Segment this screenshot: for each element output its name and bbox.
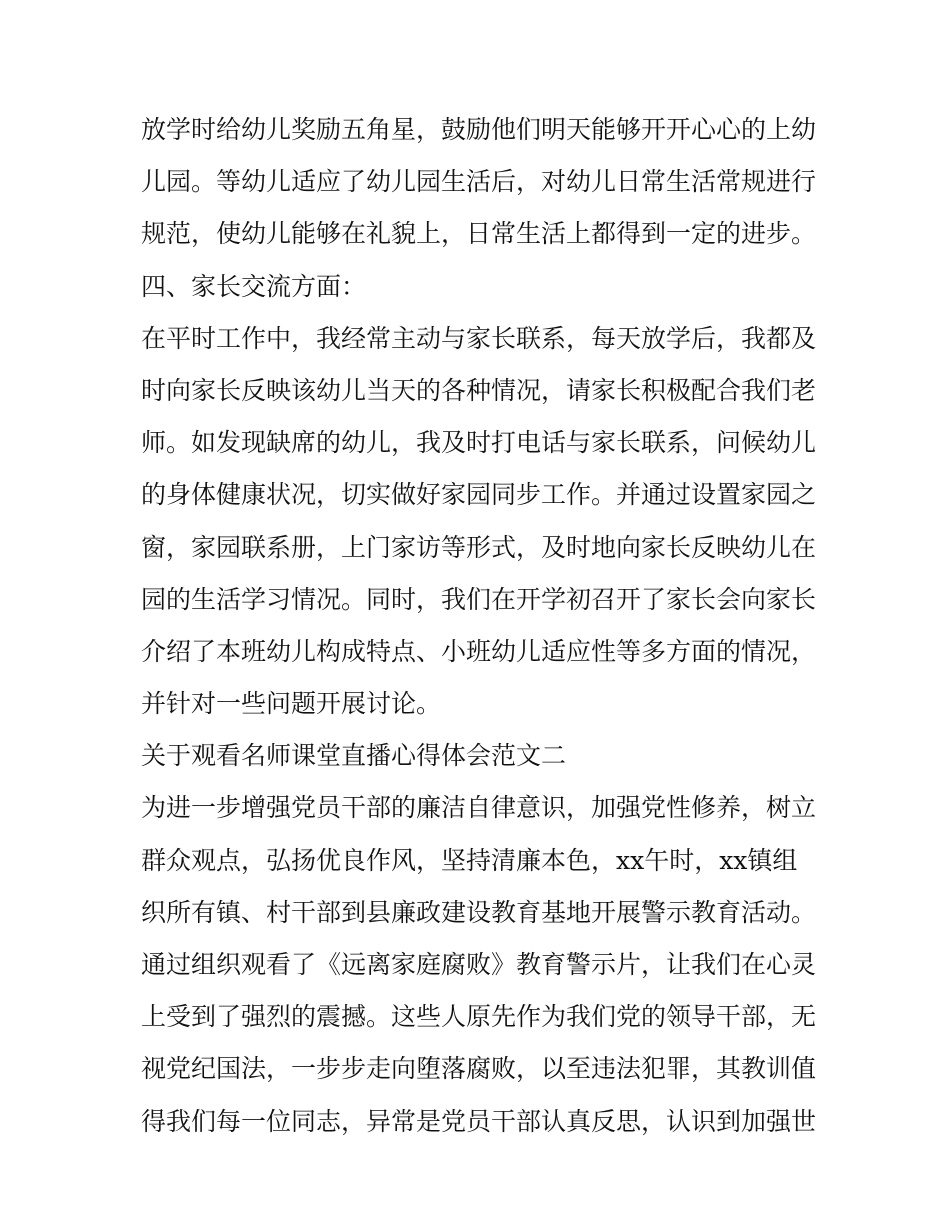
text-line: 为进一步增强党员干部的廉洁自律意识，加强党性修养，树立 bbox=[141, 793, 817, 823]
text-line: 织所有镇、村干部到县廉政建设教育基地开展警示教育活动。 bbox=[141, 897, 817, 927]
text-line: 得我们每一位同志，异常是党员干部认真反思，认识到加强世 bbox=[141, 1106, 817, 1136]
text-line: 园的生活学习情况。同时，我们在开学初召开了家长会向家长 bbox=[141, 584, 817, 614]
text-line: 的身体健康状况，切实做好家园同步工作。并通过设置家园之 bbox=[141, 480, 817, 510]
document-body bbox=[141, 104, 821, 1148]
article-title: 关于观看名师课堂直播心得体会范文二 bbox=[141, 741, 567, 771]
text-line: 在平时工作中，我经常主动与家长联系，每天放学后，我都及 bbox=[141, 323, 817, 353]
text-line: 介绍了本班幼儿构成特点、小班幼儿适应性等多方面的情况， bbox=[141, 636, 817, 666]
text-line: 师。如发现缺席的幼儿，我及时打电话与家长联系，问候幼儿 bbox=[141, 428, 817, 458]
section-heading: 四、家长交流方面： bbox=[141, 271, 367, 301]
text-line: 视党纪国法，一步步走向堕落腐败，以至违法犯罪，其教训值 bbox=[141, 1054, 817, 1084]
text-line: 群众观点，弘扬优良作风，坚持清廉本色，xx午时，xx镇组 bbox=[141, 845, 798, 875]
text-line: 规范，使幼儿能够在礼貌上，日常生活上都得到一定的进步。 bbox=[141, 219, 817, 249]
text-line: 时向家长反映该幼儿当天的各种情况，请家长积极配合我们老 bbox=[141, 375, 817, 405]
text-line: 儿园。等幼儿适应了幼儿园生活后，对幼儿日常生活常规进行 bbox=[141, 167, 817, 197]
text-line: 并针对一些问题开展讨论。 bbox=[141, 689, 442, 719]
text-line: 通过组织观看了《远离家庭腐败》教育警示片，让我们在心灵 bbox=[141, 950, 817, 979]
text-line: 窗，家园联系册，上门家访等形式，及时地向家长反映幼儿在 bbox=[141, 532, 817, 562]
text-line: 上受到了强烈的震撼。这些人原先作为我们党的领导干部，无 bbox=[141, 1002, 817, 1032]
text-line: 放学时给幼儿奖励五角星，鼓励他们明天能够开开心心的上幼 bbox=[141, 115, 817, 144]
